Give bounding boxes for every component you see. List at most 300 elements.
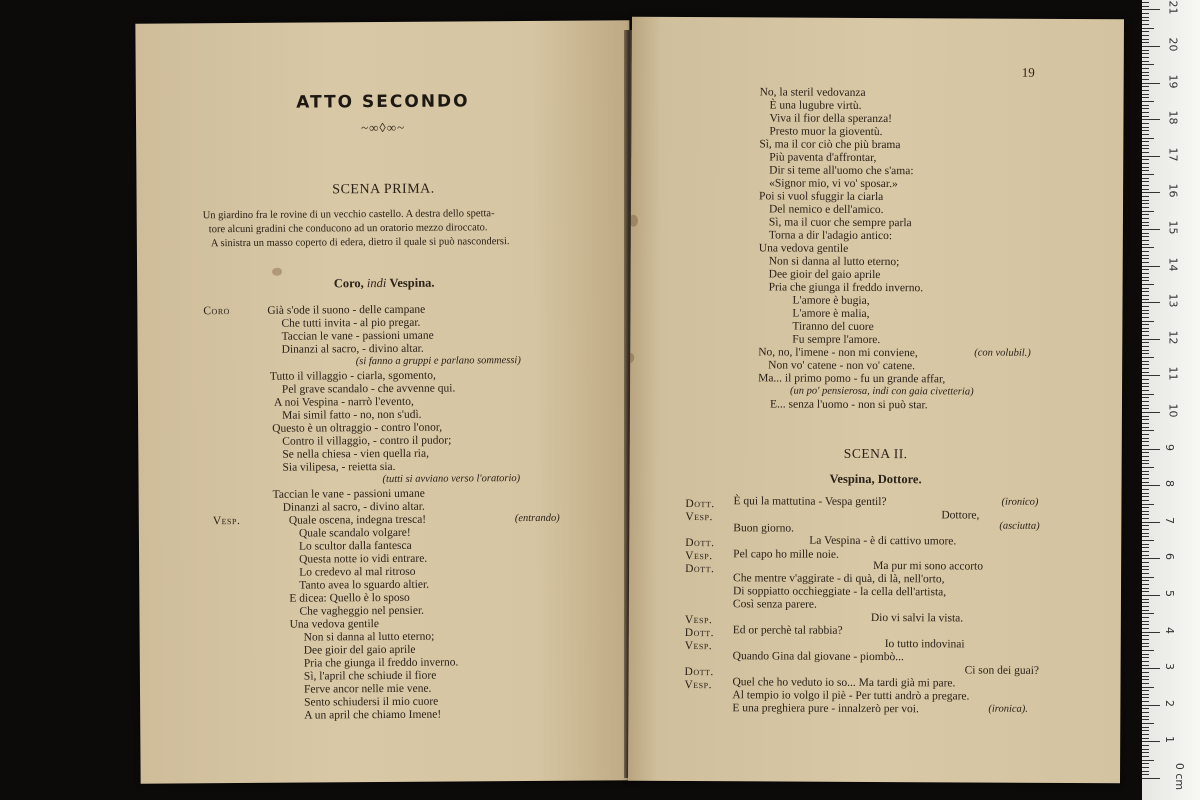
verse-line: Viva il fior della speranza! <box>769 112 893 126</box>
ruler-tick <box>1142 13 1149 14</box>
ruler-tick <box>1142 514 1149 515</box>
verse-line: Una vedova gentile <box>289 618 380 631</box>
ruler-tick <box>1142 61 1149 62</box>
ruler-tick <box>1142 273 1149 274</box>
dialogue-line: Ci son dei guai? <box>964 664 1040 677</box>
ruler-tick <box>1142 778 1160 779</box>
ruler-tick <box>1142 730 1149 731</box>
ruler-tick <box>1142 288 1149 289</box>
ruler-tick <box>1142 716 1149 717</box>
verse-line: Pria che giunga il freddo inverno. <box>303 656 459 670</box>
ruler-tick <box>1142 130 1149 131</box>
ruler-tick <box>1142 42 1149 43</box>
ruler-tick <box>1142 639 1149 640</box>
verse-line: Presto muor la gioventù. <box>769 125 883 139</box>
ruler-tick <box>1142 277 1149 278</box>
speaker-label: Vesp. <box>685 511 713 524</box>
verse-line: E dicea: Quello è lo sposo <box>289 591 410 605</box>
ruler-tick <box>1142 17 1149 18</box>
verse-line: Questo è un oltraggio - contro l'onor, <box>272 421 443 435</box>
ruler-tick <box>1142 94 1149 95</box>
verse-line: Sì, l'april che schiude il fiore <box>303 669 437 683</box>
ruler-tick <box>1142 657 1149 658</box>
ruler-tick <box>1142 471 1149 472</box>
verse-line: Già s'ode il suono - delle campane <box>267 303 426 317</box>
speaker-label: Vesp. <box>685 550 713 563</box>
verse-line: Sia vilipesa, - reietta sia. <box>282 460 396 474</box>
ruler-tick <box>1142 134 1149 135</box>
verse-line: Sì, ma il cuor che sempre parla <box>768 216 912 230</box>
ruler-tick <box>1142 734 1149 735</box>
ruler-number: 13 <box>1166 293 1180 308</box>
ruler-tick <box>1142 156 1160 157</box>
ruler-tick <box>1142 401 1149 402</box>
verse-line: Taccian le vane - passioni umane <box>281 329 434 343</box>
speaker-label: Vesp. <box>212 515 241 528</box>
ruler-tick <box>1142 485 1160 486</box>
verse-line: Pria che giunga il freddo inverno. <box>768 281 924 295</box>
ruler-tick <box>1142 482 1149 483</box>
ruler-tick <box>1142 185 1149 186</box>
ruler-tick <box>1142 551 1149 552</box>
ruler-tick <box>1142 679 1149 680</box>
scene-title: SCENA PRIMA. <box>332 181 435 198</box>
ruler-tick <box>1142 258 1149 259</box>
ruler-tick <box>1142 97 1149 98</box>
ruler-tick <box>1142 346 1149 347</box>
ruler-tick <box>1142 368 1149 369</box>
ruler-tick <box>1142 105 1149 106</box>
ruler-tick <box>1142 602 1149 603</box>
ruler-tick <box>1142 555 1149 556</box>
ruler-tick <box>1142 203 1149 204</box>
ruler-tick <box>1142 449 1160 450</box>
ruler-tick <box>1142 20 1149 21</box>
ruler-tick <box>1142 540 1154 541</box>
ruler-tick <box>1142 749 1149 750</box>
verse-line: No, la steril vedovanza <box>759 86 866 99</box>
ruler-tick <box>1142 251 1149 252</box>
verse-line: Quale oscena, indegna tresca! <box>288 513 427 527</box>
scene-title: SCENA II. <box>843 445 908 462</box>
ruler-tick <box>1142 774 1149 775</box>
ruler-tick <box>1142 211 1154 212</box>
verse-line: Dee gioir del gaio aprile <box>303 643 416 657</box>
ruler-tick <box>1142 86 1149 87</box>
ruler-tick <box>1142 39 1149 40</box>
ruler-tick <box>1142 240 1149 241</box>
ruler-tick <box>1142 760 1154 761</box>
stage-direction-line: tore alcuni gradini che conducono ad un oratorio mezzo diroccato. <box>208 222 488 236</box>
ruler-number: 19 <box>1166 74 1180 89</box>
ruler-tick <box>1142 676 1149 677</box>
scene-characters: Vespina, Dottore. <box>829 471 922 487</box>
ruler-tick <box>1142 79 1149 80</box>
ruler-tick <box>1142 683 1149 684</box>
verse-line: Questa notte io vidi entrare. <box>299 552 428 566</box>
ruler-tick <box>1142 752 1149 753</box>
ruler-tick <box>1142 606 1149 607</box>
ruler-tick <box>1142 6 1149 7</box>
ruler-tick <box>1142 68 1149 69</box>
ruler-tick <box>1142 280 1149 281</box>
verse-line: È una lugubre virtù. <box>769 99 862 112</box>
verse-line: Lo scultor dalla fantesca <box>298 539 412 553</box>
ruler-tick <box>1142 712 1149 713</box>
ruler-tick <box>1142 181 1149 182</box>
ruler-tick <box>1142 266 1160 267</box>
ruler-tick <box>1142 350 1149 351</box>
ruler-tick <box>1142 719 1149 720</box>
ruler-tick <box>1142 159 1149 160</box>
ruler-tick <box>1142 9 1160 10</box>
verse-line: «Signor mio, vi vo' sposar.» <box>769 177 898 191</box>
ruler-tick <box>1142 2 1149 3</box>
ruler-tick <box>1142 31 1149 32</box>
ruler-tick <box>1142 580 1149 581</box>
ruler-tick <box>1142 119 1160 120</box>
ruler-tick <box>1142 584 1149 585</box>
characters-vespina: Vespina. <box>389 275 435 290</box>
verse-line: No, no, l'imene - non mi conviene, <box>758 346 918 360</box>
stage-direction-line: Un giardino fra le rovine di un vecchio castello. A destra dello spetta- <box>202 208 495 222</box>
ruler-tick <box>1142 672 1149 673</box>
verse-line: Del nemico e dell'amico. <box>768 203 884 217</box>
stage-direction: (un po' pensierosa, indi con gaia civetteria) <box>790 385 974 398</box>
ruler-tick <box>1142 90 1149 91</box>
ruler-tick <box>1142 64 1154 65</box>
dialogue-line: Che mentre v'aggirate - di quà, di là, nell'orto, <box>733 572 945 586</box>
ruler-tick <box>1142 207 1149 208</box>
dialogue-line: Così senza parere. <box>732 598 817 611</box>
verse-line: Non si danna al lutto eterno; <box>303 630 435 644</box>
ruler-tick <box>1142 525 1149 526</box>
ruler-number: 3 <box>1163 663 1176 671</box>
ruler-tick <box>1142 28 1154 29</box>
ruler-number: 16 <box>1166 183 1180 198</box>
ruler-tick <box>1142 218 1149 219</box>
ruler-tick <box>1142 504 1154 505</box>
ruler-tick <box>1142 189 1149 190</box>
verse-line: Dinanzi al sacro, - divino altar. <box>282 500 425 514</box>
ruler-tick <box>1142 394 1154 395</box>
ruler-tick <box>1142 383 1149 384</box>
speaker-label: Dott. <box>685 537 715 550</box>
measuring-ruler <box>1142 0 1200 800</box>
verse-line: Fu sempre l'amore. <box>792 333 881 347</box>
ruler-number: 9 <box>1163 443 1176 451</box>
ruler-tick <box>1142 610 1149 611</box>
ruler-number: 2 <box>1163 699 1176 707</box>
ruler-number: 11 <box>1166 366 1180 381</box>
ruler-tick <box>1142 650 1154 651</box>
ruler-number: 6 <box>1163 553 1176 561</box>
ruler-tick <box>1142 339 1160 340</box>
ruler-tick <box>1142 83 1160 84</box>
verse-line: Tanto avea lo sguardo altier. <box>299 578 430 592</box>
ruler-tick <box>1142 624 1149 625</box>
ornament: ~∞◊∞~ <box>361 119 406 136</box>
speaker-label: Vesp. <box>684 614 713 627</box>
ruler-number: 20 <box>1166 37 1180 52</box>
ruler-tick <box>1142 500 1149 501</box>
verse-line: Non si danna al lutto eterno; <box>768 255 900 269</box>
dialogue-line: È qui la mattutina - Vespa gentil? <box>733 495 887 509</box>
ruler-tick <box>1142 317 1149 318</box>
ruler-tick <box>1142 361 1149 362</box>
ruler-tick <box>1142 112 1149 113</box>
verse-line: Ferve ancor nelle mie vene. <box>303 682 432 696</box>
dialogue-line: Al tempio io volgo il piè - Per tutti andrò a pregare. <box>732 689 970 703</box>
dialogue-line: Di soppiatto occhieggiate - la cella dell'artista, <box>732 585 947 599</box>
verse-line: Sento schiudersi il mio cuore <box>304 695 439 709</box>
ruler-tick <box>1142 192 1160 193</box>
verse-line: Se nella chiesa - vien quella ria, <box>282 447 429 461</box>
ruler-tick <box>1142 767 1149 768</box>
ruler-tick <box>1142 269 1149 270</box>
ruler-tick <box>1142 566 1149 567</box>
ruler-tick <box>1142 467 1154 468</box>
ruler-tick <box>1142 438 1149 439</box>
ruler-tick <box>1142 35 1149 36</box>
ruler-tick <box>1142 328 1149 329</box>
ruler-tick <box>1142 705 1160 706</box>
ruler-tick <box>1142 397 1149 398</box>
ruler-tick <box>1142 416 1149 417</box>
verse-line: Taccian le vane - passioni umane <box>272 487 425 501</box>
ruler-tick <box>1142 306 1149 307</box>
ruler-tick <box>1142 50 1149 51</box>
ruler-tick <box>1142 452 1149 453</box>
verse-line: Dee gioir del gaio aprile <box>768 268 881 282</box>
ruler-tick <box>1142 152 1149 153</box>
ruler-tick <box>1142 116 1149 117</box>
ruler-tick <box>1142 588 1149 589</box>
ruler-tick <box>1142 284 1154 285</box>
ruler-tick <box>1142 522 1160 523</box>
speaker-label: Coro <box>203 305 230 318</box>
ruler-number: 12 <box>1166 330 1180 345</box>
ruler-tick <box>1142 687 1154 688</box>
ruler-tick <box>1142 536 1149 537</box>
ruler-tick <box>1142 533 1149 534</box>
ruler-tick <box>1142 654 1149 655</box>
dialogue-line: La Vespina - è di cattivo umore. <box>809 534 957 548</box>
ruler-tick <box>1142 295 1149 296</box>
ruler-tick <box>1142 708 1149 709</box>
ruler-tick <box>1142 408 1149 409</box>
ruler-tick <box>1142 353 1149 354</box>
ruler-tick <box>1142 419 1149 420</box>
left-page <box>135 20 634 783</box>
ruler-tick <box>1142 222 1149 223</box>
ruler-tick <box>1142 763 1149 764</box>
ruler-tick <box>1142 511 1149 512</box>
stage-direction-line: A sinistra un masso coperto di edera, dietro il quale si può nascondersi. <box>210 236 510 250</box>
ruler-tick <box>1142 225 1149 226</box>
verse-line: Pel grave scandalo - che avvenne qui. <box>281 382 456 396</box>
ruler-tick <box>1142 145 1149 146</box>
ruler-tick <box>1142 617 1149 618</box>
ruler-tick <box>1142 342 1149 343</box>
ruler-tick <box>1142 489 1149 490</box>
ruler-tick <box>1142 771 1149 772</box>
ruler-tick <box>1142 72 1149 73</box>
ruler-tick <box>1142 321 1154 322</box>
stage-direction: (tutti si avviano verso l'oratorio) <box>382 473 521 486</box>
ruler-tick <box>1142 178 1149 179</box>
stain <box>629 215 638 227</box>
scene-characters <box>137 274 631 292</box>
ruler-tick <box>1142 690 1149 691</box>
ruler-tick <box>1142 127 1149 128</box>
verse-line: Non vo' catene - non vo' catene. <box>768 359 916 373</box>
verse-line: Contro il villaggio, - contro il pudor; <box>282 434 452 448</box>
ruler-tick <box>1142 291 1149 292</box>
ruler-tick <box>1142 727 1149 728</box>
dialogue-line: Buon giorno. <box>733 522 795 535</box>
ruler-tick <box>1142 427 1149 428</box>
dialogue-line: Ed or perchè tal rabbia? <box>732 624 843 637</box>
ruler-tick <box>1142 723 1154 724</box>
ruler-number: 8 <box>1163 480 1176 488</box>
verse-line: Sì, ma il cor ciò che più brama <box>759 138 901 152</box>
verse-line: Una vedova gentile <box>758 242 849 255</box>
speaker-label: Vesp. <box>684 640 713 653</box>
ruler-number: 17 <box>1166 147 1180 162</box>
stage-direction: (entrando) <box>514 512 560 525</box>
ruler-tick <box>1142 233 1149 234</box>
ruler-tick <box>1142 441 1149 442</box>
stage-direction: (si fanno a gruppi e parlano sommessi) <box>355 355 521 368</box>
ruler-number: 1 <box>1163 736 1176 744</box>
characters-coro: Coro, <box>333 276 364 291</box>
ruler-tick <box>1142 463 1149 464</box>
stage-direction: (con volubil.) <box>974 347 1031 359</box>
ruler-tick <box>1142 577 1154 578</box>
verse-line: Che vagheggio nel pensier. <box>299 604 425 618</box>
ruler-tick <box>1142 496 1149 497</box>
ruler-tick <box>1142 247 1154 248</box>
ruler-tick <box>1142 562 1149 563</box>
ruler-tick <box>1142 460 1149 461</box>
speaker-label: Dott. <box>685 563 715 576</box>
ruler-tick <box>1142 595 1160 596</box>
verse-line: Lo credevo al mal ritroso <box>299 565 416 579</box>
ruler-tick <box>1142 229 1160 230</box>
ruler-tick <box>1142 214 1149 215</box>
ruler-tick <box>1142 141 1149 142</box>
ruler-tick <box>1142 507 1149 508</box>
dialogue-line: Quando Gina dal giovane - piombò... <box>732 650 904 664</box>
verse-line: Tiranno del cuore <box>792 320 874 333</box>
ruler-tick <box>1142 244 1149 245</box>
dialogue-line: E una preghiera pure - innalzerò per voi. <box>732 702 919 716</box>
stage-direction: (asciutta) <box>999 520 1040 532</box>
ruler-tick <box>1142 46 1160 47</box>
ruler-tick <box>1142 123 1149 124</box>
verse-line: A un april che chiamo Imene! <box>304 708 442 722</box>
page-number: 19 <box>1021 64 1035 80</box>
ruler-tick <box>1142 635 1149 636</box>
ruler-tick <box>1142 386 1149 387</box>
ruler-tick <box>1142 196 1149 197</box>
verse-line: Che tutti invita - al pio pregar. <box>281 316 421 330</box>
verse-line: L'amore è bugia, <box>792 294 870 307</box>
ruler-number: 7 <box>1163 516 1176 524</box>
ruler-tick <box>1142 53 1149 54</box>
ruler-tick <box>1142 302 1160 303</box>
ruler-tick <box>1142 474 1149 475</box>
ruler-tick <box>1142 299 1149 300</box>
ruler-tick <box>1142 518 1149 519</box>
ruler-number: 21 <box>1166 0 1180 15</box>
ruler-tick <box>1142 591 1149 592</box>
ruler-number: 5 <box>1163 590 1176 597</box>
dialogue-line: Quel che ho veduto io so... Ma tardi già mi pare. <box>732 676 956 690</box>
ruler-tick <box>1142 434 1149 435</box>
act-title: ATTO SECONDO <box>296 91 470 113</box>
ruler-tick <box>1142 756 1149 757</box>
verse-line: E... senza l'uomo - non si può star. <box>769 398 928 412</box>
ruler-tick <box>1142 430 1154 431</box>
right-page <box>628 17 1124 784</box>
ruler-tick <box>1142 621 1149 622</box>
ruler-tick <box>1142 335 1149 336</box>
ruler-tick <box>1142 529 1149 530</box>
ruler-tick <box>1142 364 1149 365</box>
ruler-tick <box>1142 632 1160 633</box>
ruler-tick <box>1142 694 1149 695</box>
ruler-number: 15 <box>1166 220 1180 235</box>
verse-line: Torna a dir l'adagio antico: <box>768 229 893 243</box>
ruler-tick <box>1142 101 1154 102</box>
ruler-tick <box>1142 57 1149 58</box>
ruler-tick <box>1142 310 1149 311</box>
ruler-tick <box>1142 262 1149 263</box>
stage-direction: (ironico) <box>1001 496 1039 508</box>
speaker-label: Dott. <box>685 498 715 511</box>
dialogue-line: Dio vi salvi la vista. <box>870 611 964 625</box>
characters-indi: indi <box>366 275 387 291</box>
ruler-tick <box>1142 357 1154 358</box>
ruler-number: 0 cm <box>1173 762 1187 791</box>
ruler-tick <box>1142 558 1160 559</box>
ruler-tick <box>1142 138 1154 139</box>
speaker-label: Vesp. <box>684 679 713 692</box>
ruler-tick <box>1142 255 1149 256</box>
ruler-tick <box>1142 456 1149 457</box>
dialogue-line: Io tutto indovinai <box>884 638 965 651</box>
ruler-tick <box>1142 108 1149 109</box>
verse-line: Dir si teme all'uomo che s'ama: <box>769 164 914 178</box>
ruler-tick <box>1142 573 1149 574</box>
ruler-tick <box>1142 613 1154 614</box>
ruler-tick <box>1142 170 1149 171</box>
ruler-tick <box>1142 379 1149 380</box>
ruler-tick <box>1142 24 1149 25</box>
ruler-tick <box>1142 569 1149 570</box>
ruler-tick <box>1142 665 1149 666</box>
ruler-tick <box>1142 668 1160 669</box>
verse-line: A noi Vespina - narrò l'evento, <box>273 395 414 409</box>
speaker-label: Dott. <box>684 666 714 679</box>
dialogue-line: Ma pur mi sono accorto <box>873 559 984 573</box>
ruler-tick <box>1142 493 1149 494</box>
ruler-tick <box>1142 646 1149 647</box>
dialogue-line: Pel capo ho mille noie. <box>733 548 839 561</box>
verse-line: Dinanzi al sacro, - divino altar. <box>281 342 424 356</box>
